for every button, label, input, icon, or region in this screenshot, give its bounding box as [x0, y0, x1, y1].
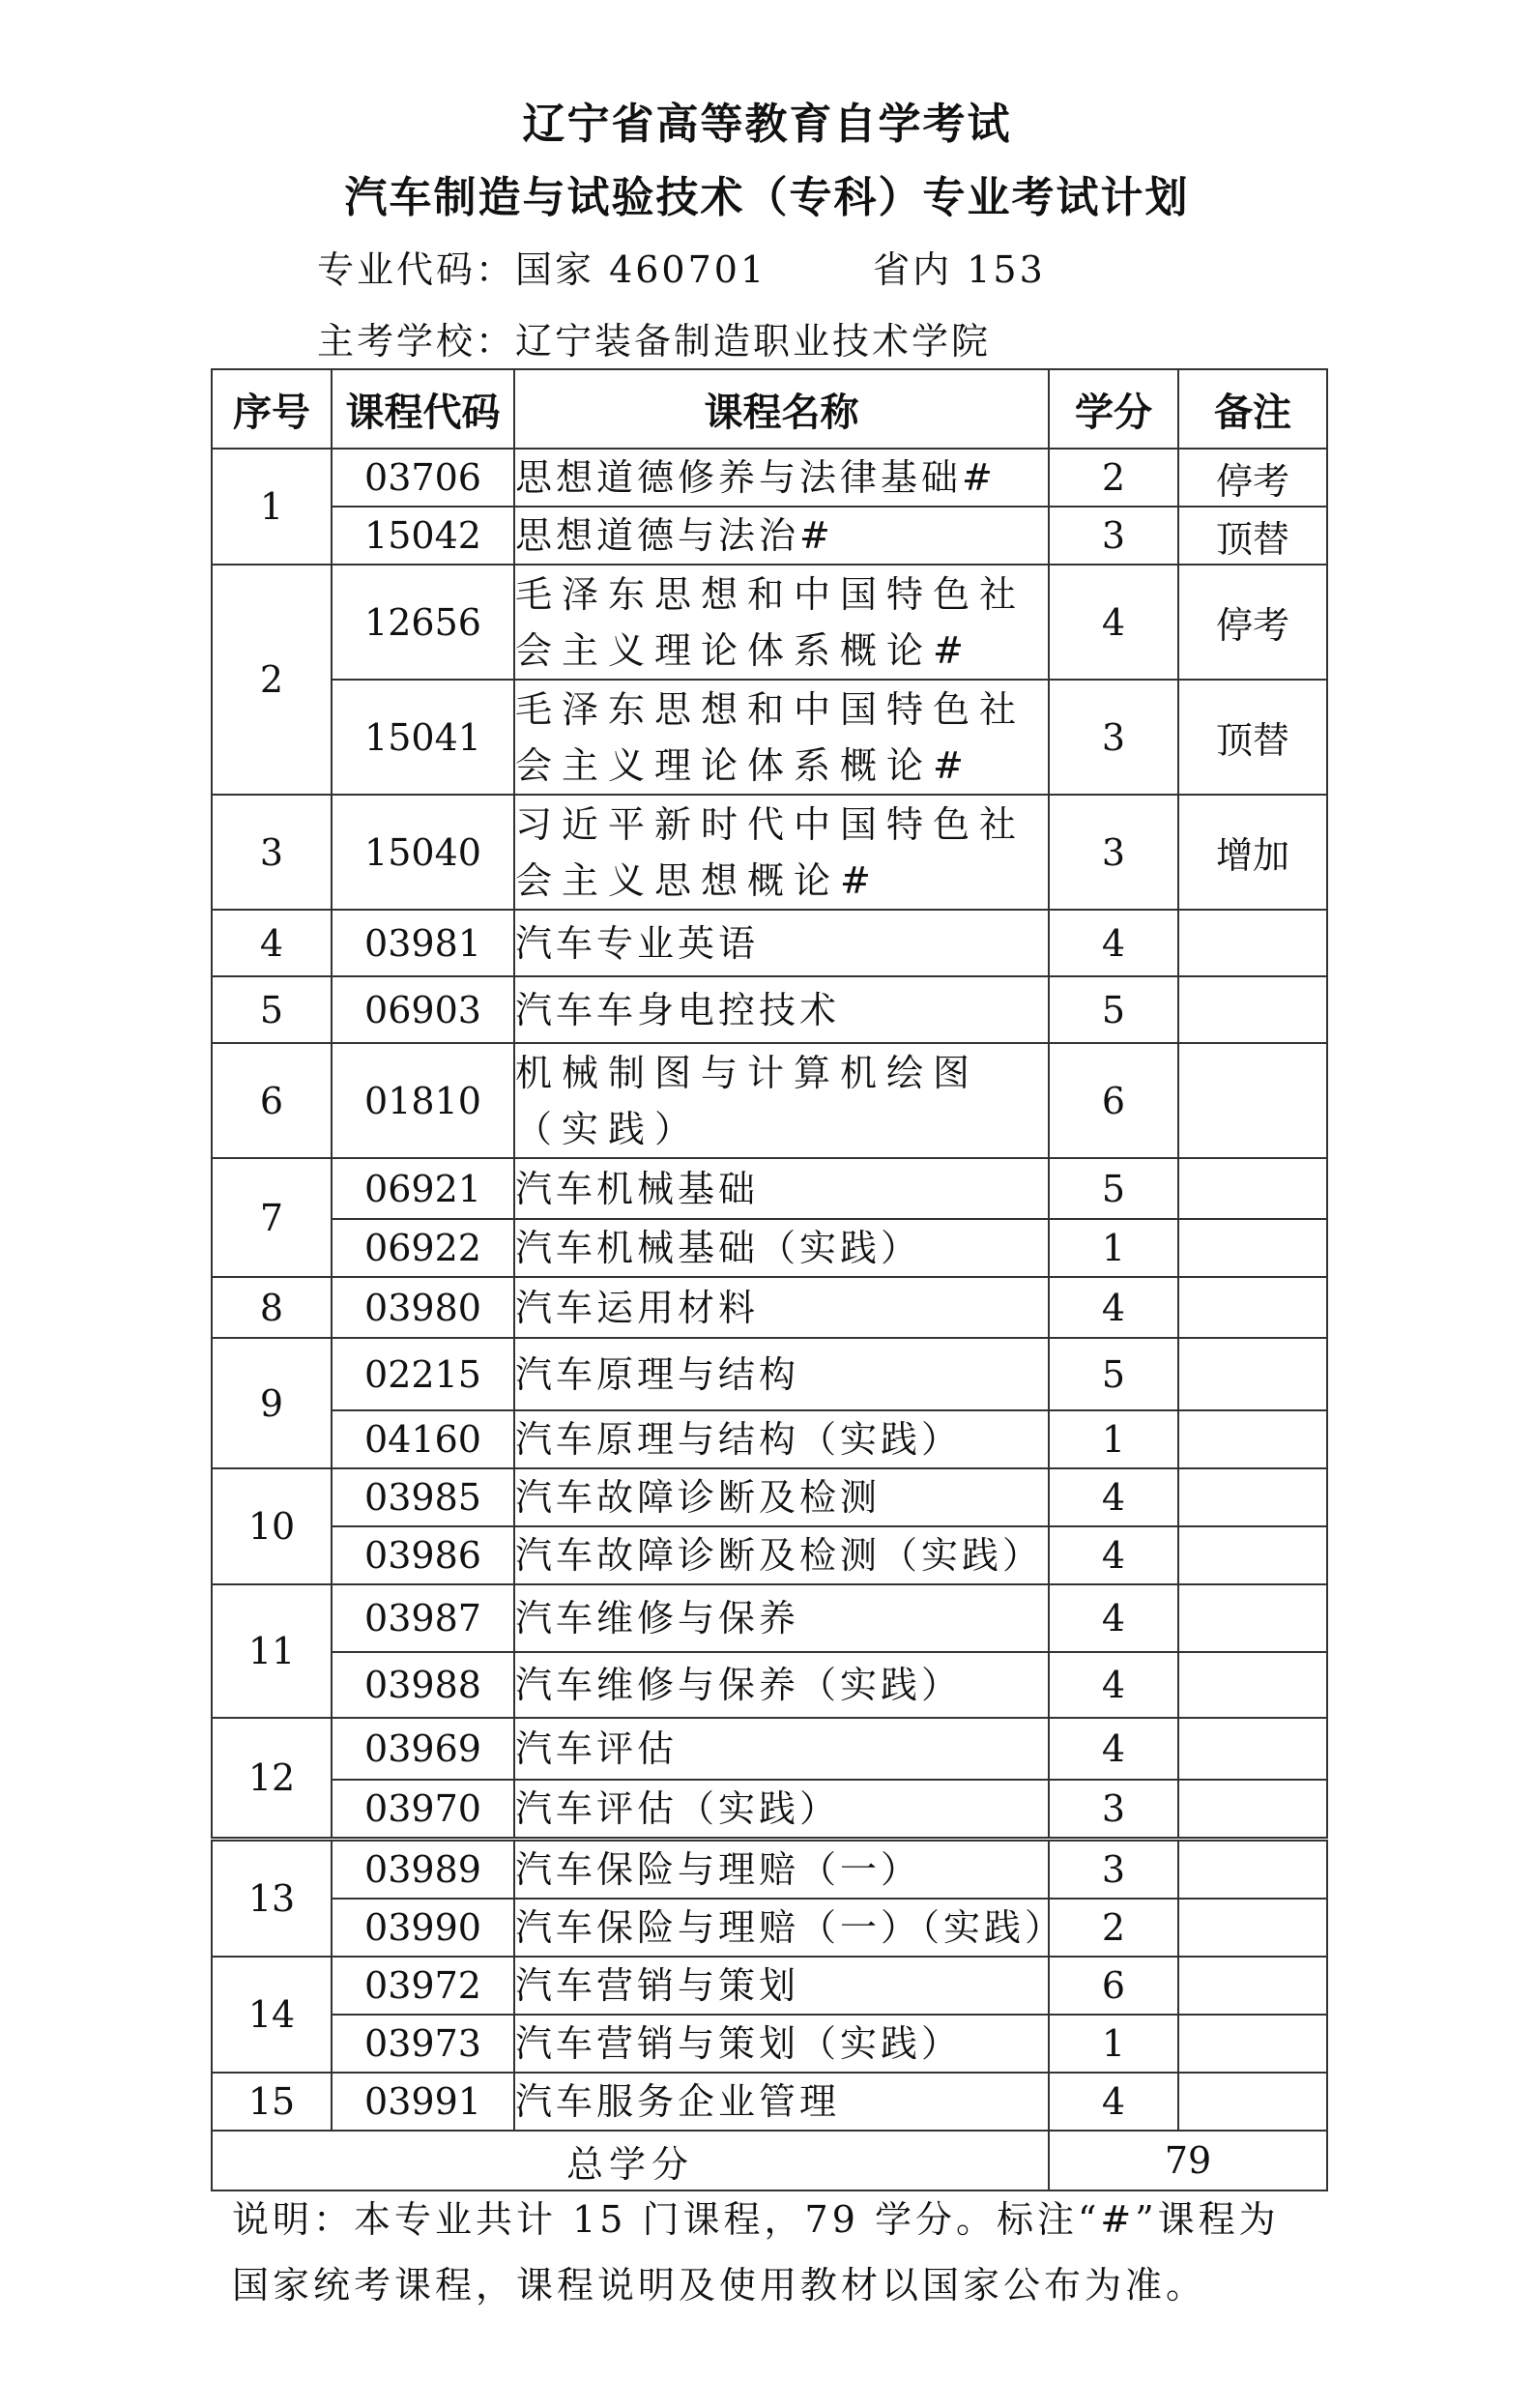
- course-note: 增加: [1178, 795, 1327, 910]
- table-row: [212, 1043, 1327, 1158]
- course-note: [1178, 1277, 1327, 1338]
- major-code-line: [317, 240, 1046, 293]
- course-code: 06922: [332, 1219, 514, 1277]
- table-row: [212, 1410, 1327, 1468]
- course-credit: 4: [1049, 1718, 1178, 1780]
- seq-cell: 3: [212, 795, 332, 910]
- course-credit: 5: [1049, 1338, 1178, 1410]
- total-row: [212, 2131, 1327, 2190]
- table-row: [212, 1526, 1327, 1584]
- course-code: 01810: [332, 1043, 514, 1158]
- province-code: 省内 153: [873, 248, 1046, 291]
- course-note: 顶替: [1178, 507, 1327, 565]
- table-row: [212, 680, 1327, 795]
- course-code: 03989: [332, 1840, 514, 1900]
- course-credit: 4: [1049, 910, 1178, 976]
- course-credit: 4: [1049, 1526, 1178, 1584]
- course-code: 12656: [332, 565, 514, 680]
- course-note: [1178, 1410, 1327, 1468]
- table-row: [212, 1780, 1327, 1840]
- course-credit: 4: [1049, 565, 1178, 680]
- course-note: [1178, 2015, 1327, 2073]
- course-note: [1178, 1526, 1327, 1584]
- table-row: [212, 2015, 1327, 2073]
- course-code: 15040: [332, 795, 514, 910]
- course-name: 汽车车身电控技术: [514, 976, 1049, 1043]
- table-row: [212, 1219, 1327, 1277]
- course-note: [1178, 1584, 1327, 1652]
- table-row: [212, 910, 1327, 976]
- seq-cell: 14: [212, 1957, 332, 2073]
- course-code: 03706: [332, 449, 514, 507]
- course-credit: 6: [1049, 1043, 1178, 1158]
- course-note: [1178, 1780, 1327, 1840]
- course-code: 03988: [332, 1652, 514, 1718]
- course-credit: 3: [1049, 680, 1178, 795]
- header-seq: 序号: [212, 369, 332, 449]
- table-row: [212, 449, 1327, 507]
- course-credit: 4: [1049, 1468, 1178, 1526]
- course-code: 03991: [332, 2073, 514, 2131]
- course-code: 06903: [332, 976, 514, 1043]
- header-code: 课程代码: [332, 369, 514, 449]
- course-note: 停考: [1178, 449, 1327, 507]
- table-row: [212, 1338, 1327, 1410]
- course-code: 03986: [332, 1526, 514, 1584]
- course-name: 汽车服务企业管理: [514, 2073, 1049, 2131]
- course-name: 习近平新时代中国特色社会主义思想概论#: [514, 795, 1049, 910]
- course-note: [1178, 1338, 1327, 1410]
- table-row: [212, 565, 1327, 680]
- seq-cell: 2: [212, 565, 332, 795]
- seq-cell: 11: [212, 1584, 332, 1718]
- course-credit: 3: [1049, 1780, 1178, 1840]
- course-credit: 4: [1049, 1584, 1178, 1652]
- seq-cell: 7: [212, 1158, 332, 1277]
- table-row: [212, 1718, 1327, 1780]
- course-code: 03985: [332, 1468, 514, 1526]
- seq-cell: 1: [212, 449, 332, 565]
- course-name: 汽车评估（实践）: [514, 1780, 1049, 1840]
- course-name: 汽车故障诊断及检测: [514, 1468, 1049, 1526]
- course-name: 汽车运用材料: [514, 1277, 1049, 1338]
- table-row: [212, 1584, 1327, 1652]
- course-name: 汽车故障诊断及检测（实践）: [514, 1526, 1049, 1584]
- table-row: [212, 976, 1327, 1043]
- course-credit: 1: [1049, 2015, 1178, 2073]
- course-name: 汽车维修与保养（实践）: [514, 1652, 1049, 1718]
- course-note: [1178, 1158, 1327, 1219]
- course-name: 思想道德修养与法律基础#: [514, 449, 1049, 507]
- footnote: 说明：本专业共计 15 门课程，79 学分。标注“#”课程为国家统考课程，课程说明及使用教材以国家公布为准。: [232, 2198, 1280, 2306]
- course-note: 停考: [1178, 565, 1327, 680]
- header-note: 备注: [1178, 369, 1327, 449]
- document-title: 辽宁省高等教育自学考试: [522, 100, 1012, 149]
- course-credit: 2: [1049, 449, 1178, 507]
- course-note: 顶替: [1178, 680, 1327, 795]
- total-credits-label: 总学分: [212, 2131, 1049, 2190]
- course-note: [1178, 2073, 1327, 2131]
- table-row: [212, 1899, 1327, 1957]
- course-code: 03973: [332, 2015, 514, 2073]
- course-code: 03987: [332, 1584, 514, 1652]
- course-note: [1178, 1219, 1327, 1277]
- course-credit: 1: [1049, 1410, 1178, 1468]
- course-note: [1178, 1840, 1327, 1900]
- seq-cell: 5: [212, 976, 332, 1043]
- course-name: 汽车保险与理赔（一）: [514, 1840, 1049, 1900]
- seq-cell: 12: [212, 1718, 332, 1840]
- seq-cell: 15: [212, 2073, 332, 2131]
- course-name: 汽车营销与策划（实践）: [514, 2015, 1049, 2073]
- course-note: [1178, 1652, 1327, 1718]
- table-row: [212, 1158, 1327, 1219]
- course-code: 03972: [332, 1957, 514, 2015]
- course-credit: 2: [1049, 1899, 1178, 1957]
- course-note: [1178, 976, 1327, 1043]
- course-code: 03990: [332, 1899, 514, 1957]
- table-row: [212, 1652, 1327, 1718]
- course-credit: 6: [1049, 1957, 1178, 2015]
- course-note: [1178, 1468, 1327, 1526]
- course-code: 15041: [332, 680, 514, 795]
- course-credit: 1: [1049, 1219, 1178, 1277]
- course-credit: 3: [1049, 1840, 1178, 1900]
- course-note: [1178, 910, 1327, 976]
- table-header-row: [212, 369, 1327, 449]
- course-name: 机械制图与计算机绘图（实践）: [514, 1043, 1049, 1158]
- course-credit: 4: [1049, 1652, 1178, 1718]
- course-name: 思想道德与法治#: [514, 507, 1049, 565]
- course-code: 03980: [332, 1277, 514, 1338]
- course-code: 03970: [332, 1780, 514, 1840]
- course-name: 毛泽东思想和中国特色社会主义理论体系概论#: [514, 680, 1049, 795]
- course-name: 毛泽东思想和中国特色社会主义理论体系概论#: [514, 565, 1049, 680]
- course-name: 汽车专业英语: [514, 910, 1049, 976]
- table-row: [212, 2073, 1327, 2131]
- table-row: [212, 1468, 1327, 1526]
- course-name: 汽车保险与理赔（一）（实践）: [514, 1899, 1049, 1957]
- total-credits-value: 79: [1049, 2131, 1327, 2190]
- course-credit: 5: [1049, 976, 1178, 1043]
- table-row: [212, 795, 1327, 910]
- course-note: [1178, 1718, 1327, 1780]
- seq-cell: 6: [212, 1043, 332, 1158]
- course-name: 汽车原理与结构: [514, 1338, 1049, 1410]
- course-name: 汽车原理与结构（实践）: [514, 1410, 1049, 1468]
- course-name: 汽车营销与策划: [514, 1957, 1049, 2015]
- course-note: [1178, 1899, 1327, 1957]
- course-name: 汽车维修与保养: [514, 1584, 1049, 1652]
- header-name: 课程名称: [514, 369, 1049, 449]
- table-row: [212, 507, 1327, 565]
- table-row: [212, 1957, 1327, 2015]
- seq-cell: 10: [212, 1468, 332, 1584]
- course-note: [1178, 1043, 1327, 1158]
- national-code: 专业代码：国家 460701: [317, 248, 767, 291]
- course-code: 03981: [332, 910, 514, 976]
- course-credit: 5: [1049, 1158, 1178, 1219]
- course-code: 02215: [332, 1338, 514, 1410]
- host-school: 主考学校：辽宁装备制造职业技术学院: [317, 320, 992, 363]
- seq-cell: 13: [212, 1840, 332, 1958]
- course-name: 汽车机械基础: [514, 1158, 1049, 1219]
- table-row: [212, 1277, 1327, 1338]
- course-name: 汽车评估: [514, 1718, 1049, 1780]
- document-subtitle: 汽车制造与试验技术（专科）专业考试计划: [344, 173, 1190, 222]
- seq-cell: 4: [212, 910, 332, 976]
- seq-cell: 9: [212, 1338, 332, 1468]
- table-row: [212, 1840, 1327, 1900]
- course-credit: 4: [1049, 1277, 1178, 1338]
- course-note: [1178, 1957, 1327, 2015]
- course-code: 15042: [332, 507, 514, 565]
- course-credit: 4: [1049, 2073, 1178, 2131]
- course-credit: 3: [1049, 507, 1178, 565]
- exam-plan-table: [211, 368, 1328, 2191]
- course-credit: 3: [1049, 795, 1178, 910]
- course-name: 汽车机械基础（实践）: [514, 1219, 1049, 1277]
- header-credit: 学分: [1049, 369, 1178, 449]
- course-code: 03969: [332, 1718, 514, 1780]
- course-code: 06921: [332, 1158, 514, 1219]
- seq-cell: 8: [212, 1277, 332, 1338]
- course-code: 04160: [332, 1410, 514, 1468]
